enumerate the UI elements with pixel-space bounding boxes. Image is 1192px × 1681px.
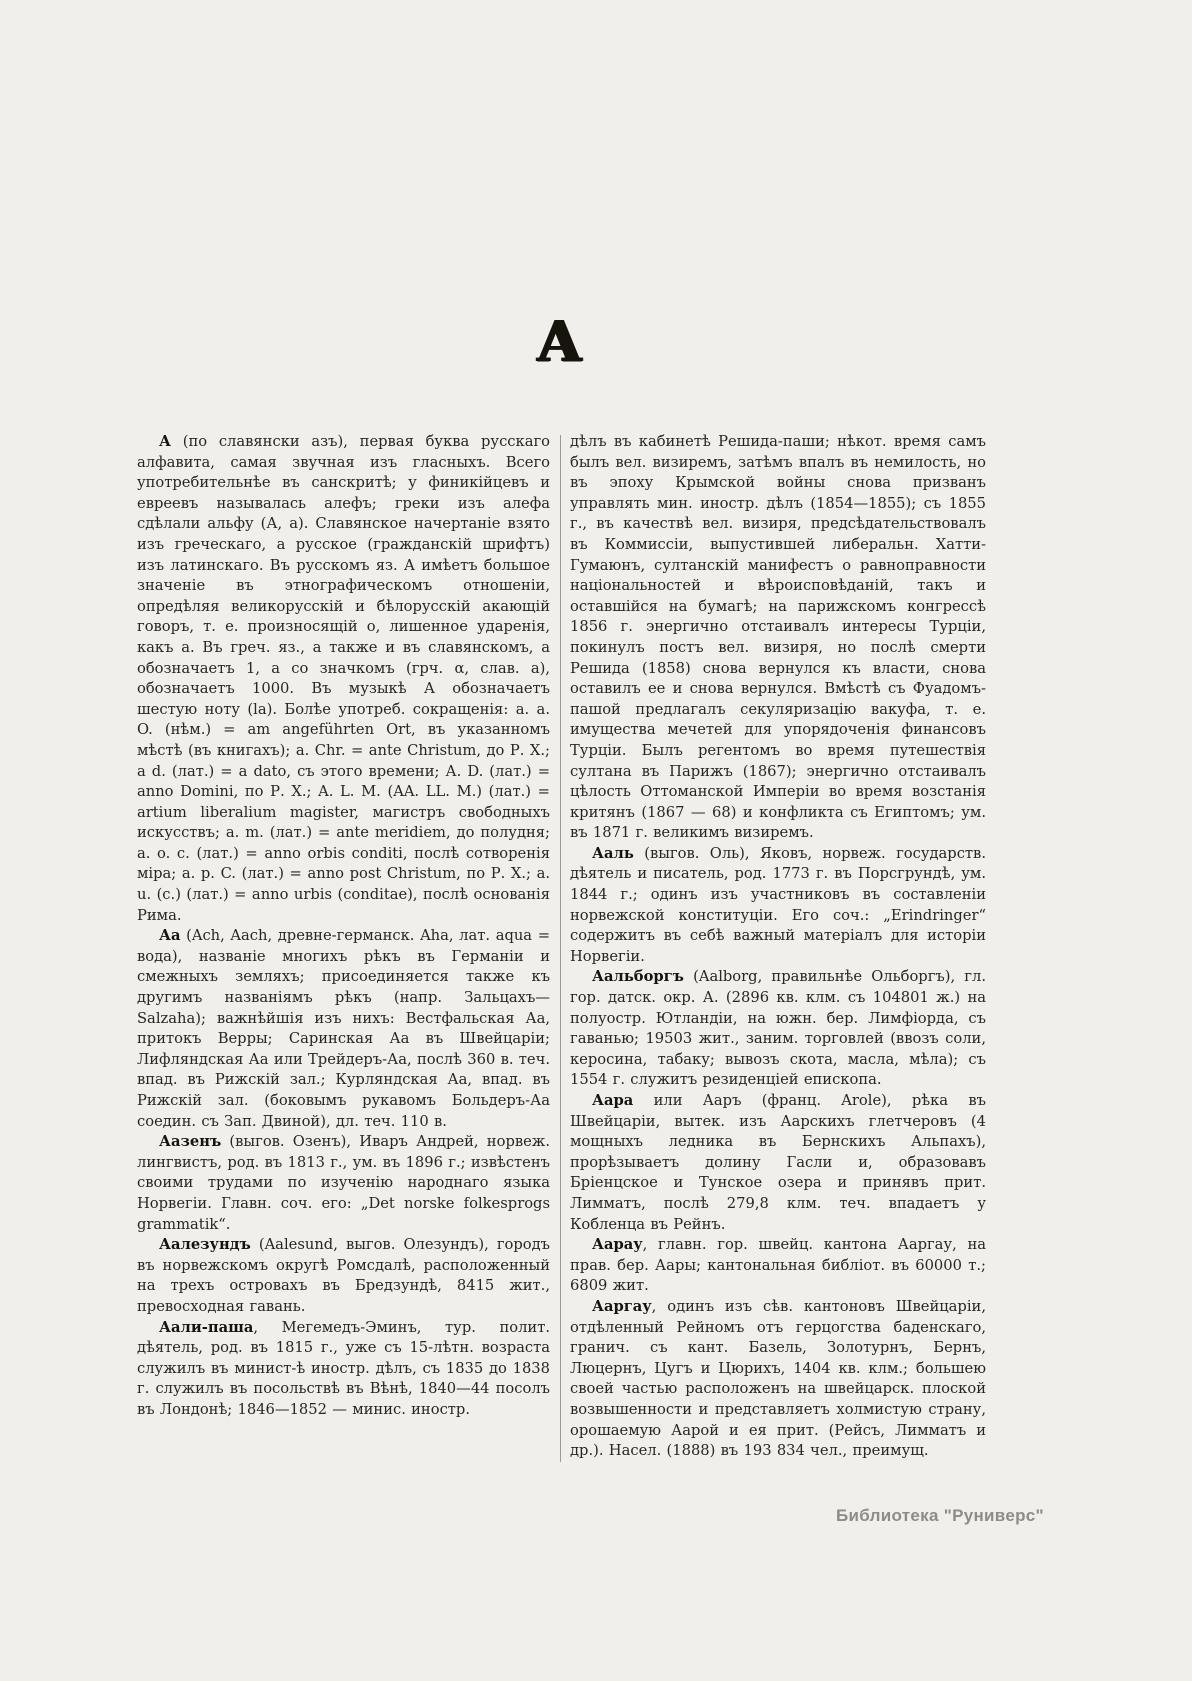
entry-aall [570, 844, 986, 968]
entry-term: Аалезундъ [159, 1236, 251, 1254]
entry-term: А [159, 433, 171, 450]
entry-aarau [570, 1235, 986, 1297]
text-columns [137, 432, 986, 1462]
column-left [137, 432, 550, 1462]
section-initial-letter: А [536, 309, 584, 375]
entry-aargau [570, 1297, 986, 1462]
entry-term: Аальборгъ [592, 968, 684, 986]
entry-term: Ааль [592, 844, 634, 862]
entry-term: Ааргау [592, 1297, 652, 1315]
entry-term: Аа [159, 927, 181, 945]
entry-text: , главн. гор. швейц. кантона Ааргау, на прав. бер. Аары; кантональная библіот. въ 60000 т.; 6809 жит. [570, 1236, 986, 1295]
entry-a [137, 432, 550, 926]
entry-aali-pasha-continuation [570, 432, 986, 844]
entry-aazen [137, 1132, 550, 1235]
entry-term: Аара [592, 1092, 634, 1109]
entry-term: Аарау [592, 1236, 643, 1254]
entry-text: (Aalborg, правильнѣе Ольборгъ), гл. гор. датск. окр. А. (2896 кв. клм. съ 104801 ж.) на полуостр. Ютландіи, на южн. бер. Лимфіорда, съ гаванью; 19503 жит., заним. торговлей (ввозъ соли, керосина, табаку; вывозъ скота, масла, мѣла); съ 1554 г. служитъ резиденціей епископа. [570, 968, 986, 1089]
entry-text: дѣлъ въ кабинетѣ Решида-паши; нѣкот. время самъ былъ вел. визиремъ, затѣмъ впалъ въ немилость, но въ эпоху Крымской войны снова призванъ управлять мин. иностр. дѣлъ (1854—1855); съ 1855 г., въ качествѣ вел. визиря, предсѣдательствовалъ въ Коммиссіи, выпустившей либеральн. Хатти-Гумаюнъ, султанскій манифестъ о равноправности національностей и вѣроисповѣданій, такъ и оставшійся на бумагѣ; на парижскомъ конгрессѣ 1856 г. энергично отстаивалъ интересы Турціи, покинулъ постъ вел. визиря, но послѣ смерти Решида (1858) снова вернулся къ власти, снова оставилъ ее и снова вернулся. Вмѣстѣ съ Фуадомъ-пашой предлагалъ секуляризацію вакуфа, т. е. имущества мечетей для упорядоченія финансовъ Турціи. Былъ регентомъ во время путешествія султана въ Парижъ (1867); энергично отстаивалъ цѣлость Оттоманской Имперіи во время возстанія критянъ (1867 — 68) и конфликта съ Египтомъ; ум. въ 1871 г. великимъ визиремъ. [570, 433, 986, 842]
entry-text: , одинъ изъ сѣв. кантоновъ Швейцаріи, отдѣленный Рейномъ отъ герцогства баденскаго, гранич. съ кант. Базель, Золотурнъ, Бернъ, Люцернъ, Цугъ и Цюрихъ, 1404 кв. клм.; большею своей частью расположенъ на швейцарск. плоской возвышенности и представляетъ холмистую страну, орошаемую Аарой и ея прит. (Рейсъ, Лимматъ и др.). Насел. (1888) въ 193 834 чел., преимущ. [570, 1297, 986, 1460]
entry-text: , Мегемедъ-Эминъ, тур. полит. дѣятель, род. въ 1815 г., уже съ 15-лѣтн. возраста служилъ въ минист-ѣ иностр. дѣлъ, съ 1835 до 1838 г. служилъ въ посольствѣ въ Вѣнѣ, 1840—44 посолъ въ Лондонѣ; 1846—1852 — минис. иностр. [137, 1318, 550, 1418]
entry-text: (выгов. Озенъ), Иваръ Андрей, норвеж. лингвистъ, род. въ 1813 г., ум. въ 1896 г.; извѣстенъ своими трудами по изученію народнаго языка Норвегіи. Главн. соч. его: „Det norske folkesprogs grammatik“. [137, 1133, 550, 1233]
entry-text: (по славянски азъ), первая буква русскаго алфавита, самая звучная изъ гласныхъ. Всего употребительнѣе въ санскритѣ; у финикійцевъ и евреевъ называлась алефъ; греки изъ алефа сдѣлали альфу (А, а). Славянское начертаніе взято изъ греческаго, а русское (гражданскій шрифтъ) изъ латинскаго. Въ русскомъ яз. А имѣетъ большое значеніе въ этнографическомъ отношеніи, опредѣляя великорусскій и бѣлорусскій акающій говоръ, т. е. произносящій о, лишенное ударенія, какъ а. Въ греч. яз., а также и въ славянскомъ, а обозначаетъ 1, а со значкомъ (грч. α, слав. а), обозначаетъ 1000. Въ музыкѣ А обозначаетъ шестую ноту (la). Болѣе употреб. сокращенія: a. a. O. (нѣм.) = am angeführten Ort, въ указанномъ мѣстѣ (въ книгахъ); a. Chr. = ante Christum, до Р. Х.; a d. (лат.) = a dato, съ этого времени; А. D. (лат.) = anno Domini, по Р. Х.; A. L. M. (AA. LL. M.) (лат.) = artium liberalium magister, магистръ свободныхъ искусствъ; a. m. (лат.) = ante meridiem, до полудня; a. o. c. (лат.) = anno orbis conditi, послѣ сотворенія міра; a. p. C. (лат.) = anno post Christum, по Р. Х.; a. u. (c.) (лат.) = anno urbis (conditae), послѣ основанія Рима. [137, 433, 550, 924]
entry-aalborg [570, 967, 986, 1091]
entry-text: или Ааръ (франц. Arole), рѣка въ Швейцаріи, вытек. изъ Аарскихъ глетчеровъ (4 мощныхъ ледника въ Бернскихъ Альпахъ), прорѣзываетъ долину Гасли и, образовавъ Бріенцское и Тунское озера и принявъ прит. Лимматъ, послѣ 279,8 клм. теч. впадаетъ у Кобленца въ Рейнъ. [570, 1092, 986, 1233]
entry-text: (Ach, Aach, древне-германск. Aha, лат. aqua = вода), названіе многихъ рѣкъ въ Германіи и смежныхъ земляхъ; присоединяется также къ другимъ названіямъ рѣкъ (напр. Зальцахъ—Salzaha); важнѣйшія изъ нихъ: Вестфальская Аа, притокъ Верры; Саринская Аа въ Швейцаріи; Лифляндская Аа или Трейдеръ-Аа, послѣ 360 в. теч. впад. въ Рижскій зал.; Курляндская Аа, впад. въ Рижскій зал. (боковымъ рукавомъ Больдеръ-Аа соедин. съ Зап. Двиной), дл. теч. 110 в. [137, 927, 550, 1130]
entry-text: (Aalesund, выгов. Олезундъ), городъ въ норвежскомъ округѣ Ромсдалѣ, расположенный на трехъ островахъ въ Бредзундѣ, 8415 жит., превосходная гавань. [137, 1236, 550, 1315]
entry-aalesund [137, 1235, 550, 1317]
column-right [570, 432, 986, 1462]
entry-text: (выгов. Оль), Яковъ, норвеж. государств. дѣятель и писатель, род. 1773 г. въ Порсгрундѣ, ум. 1844 г.; одинъ изъ участниковъ въ составленіи норвежской конституціи. Его соч.: „Erindringer“ содержитъ въ себѣ важный матеріалъ для исторіи Норвегіи. [570, 844, 986, 965]
entry-term: Аали-паша [159, 1318, 254, 1336]
entry-aali-pasha [137, 1318, 550, 1421]
column-divider-rule [560, 435, 561, 1462]
entry-term: Аазенъ [159, 1133, 222, 1151]
library-watermark: Библиотека "Руниверс" [836, 1506, 1044, 1525]
entry-aa-river [137, 926, 550, 1132]
entry-aare [570, 1091, 986, 1235]
